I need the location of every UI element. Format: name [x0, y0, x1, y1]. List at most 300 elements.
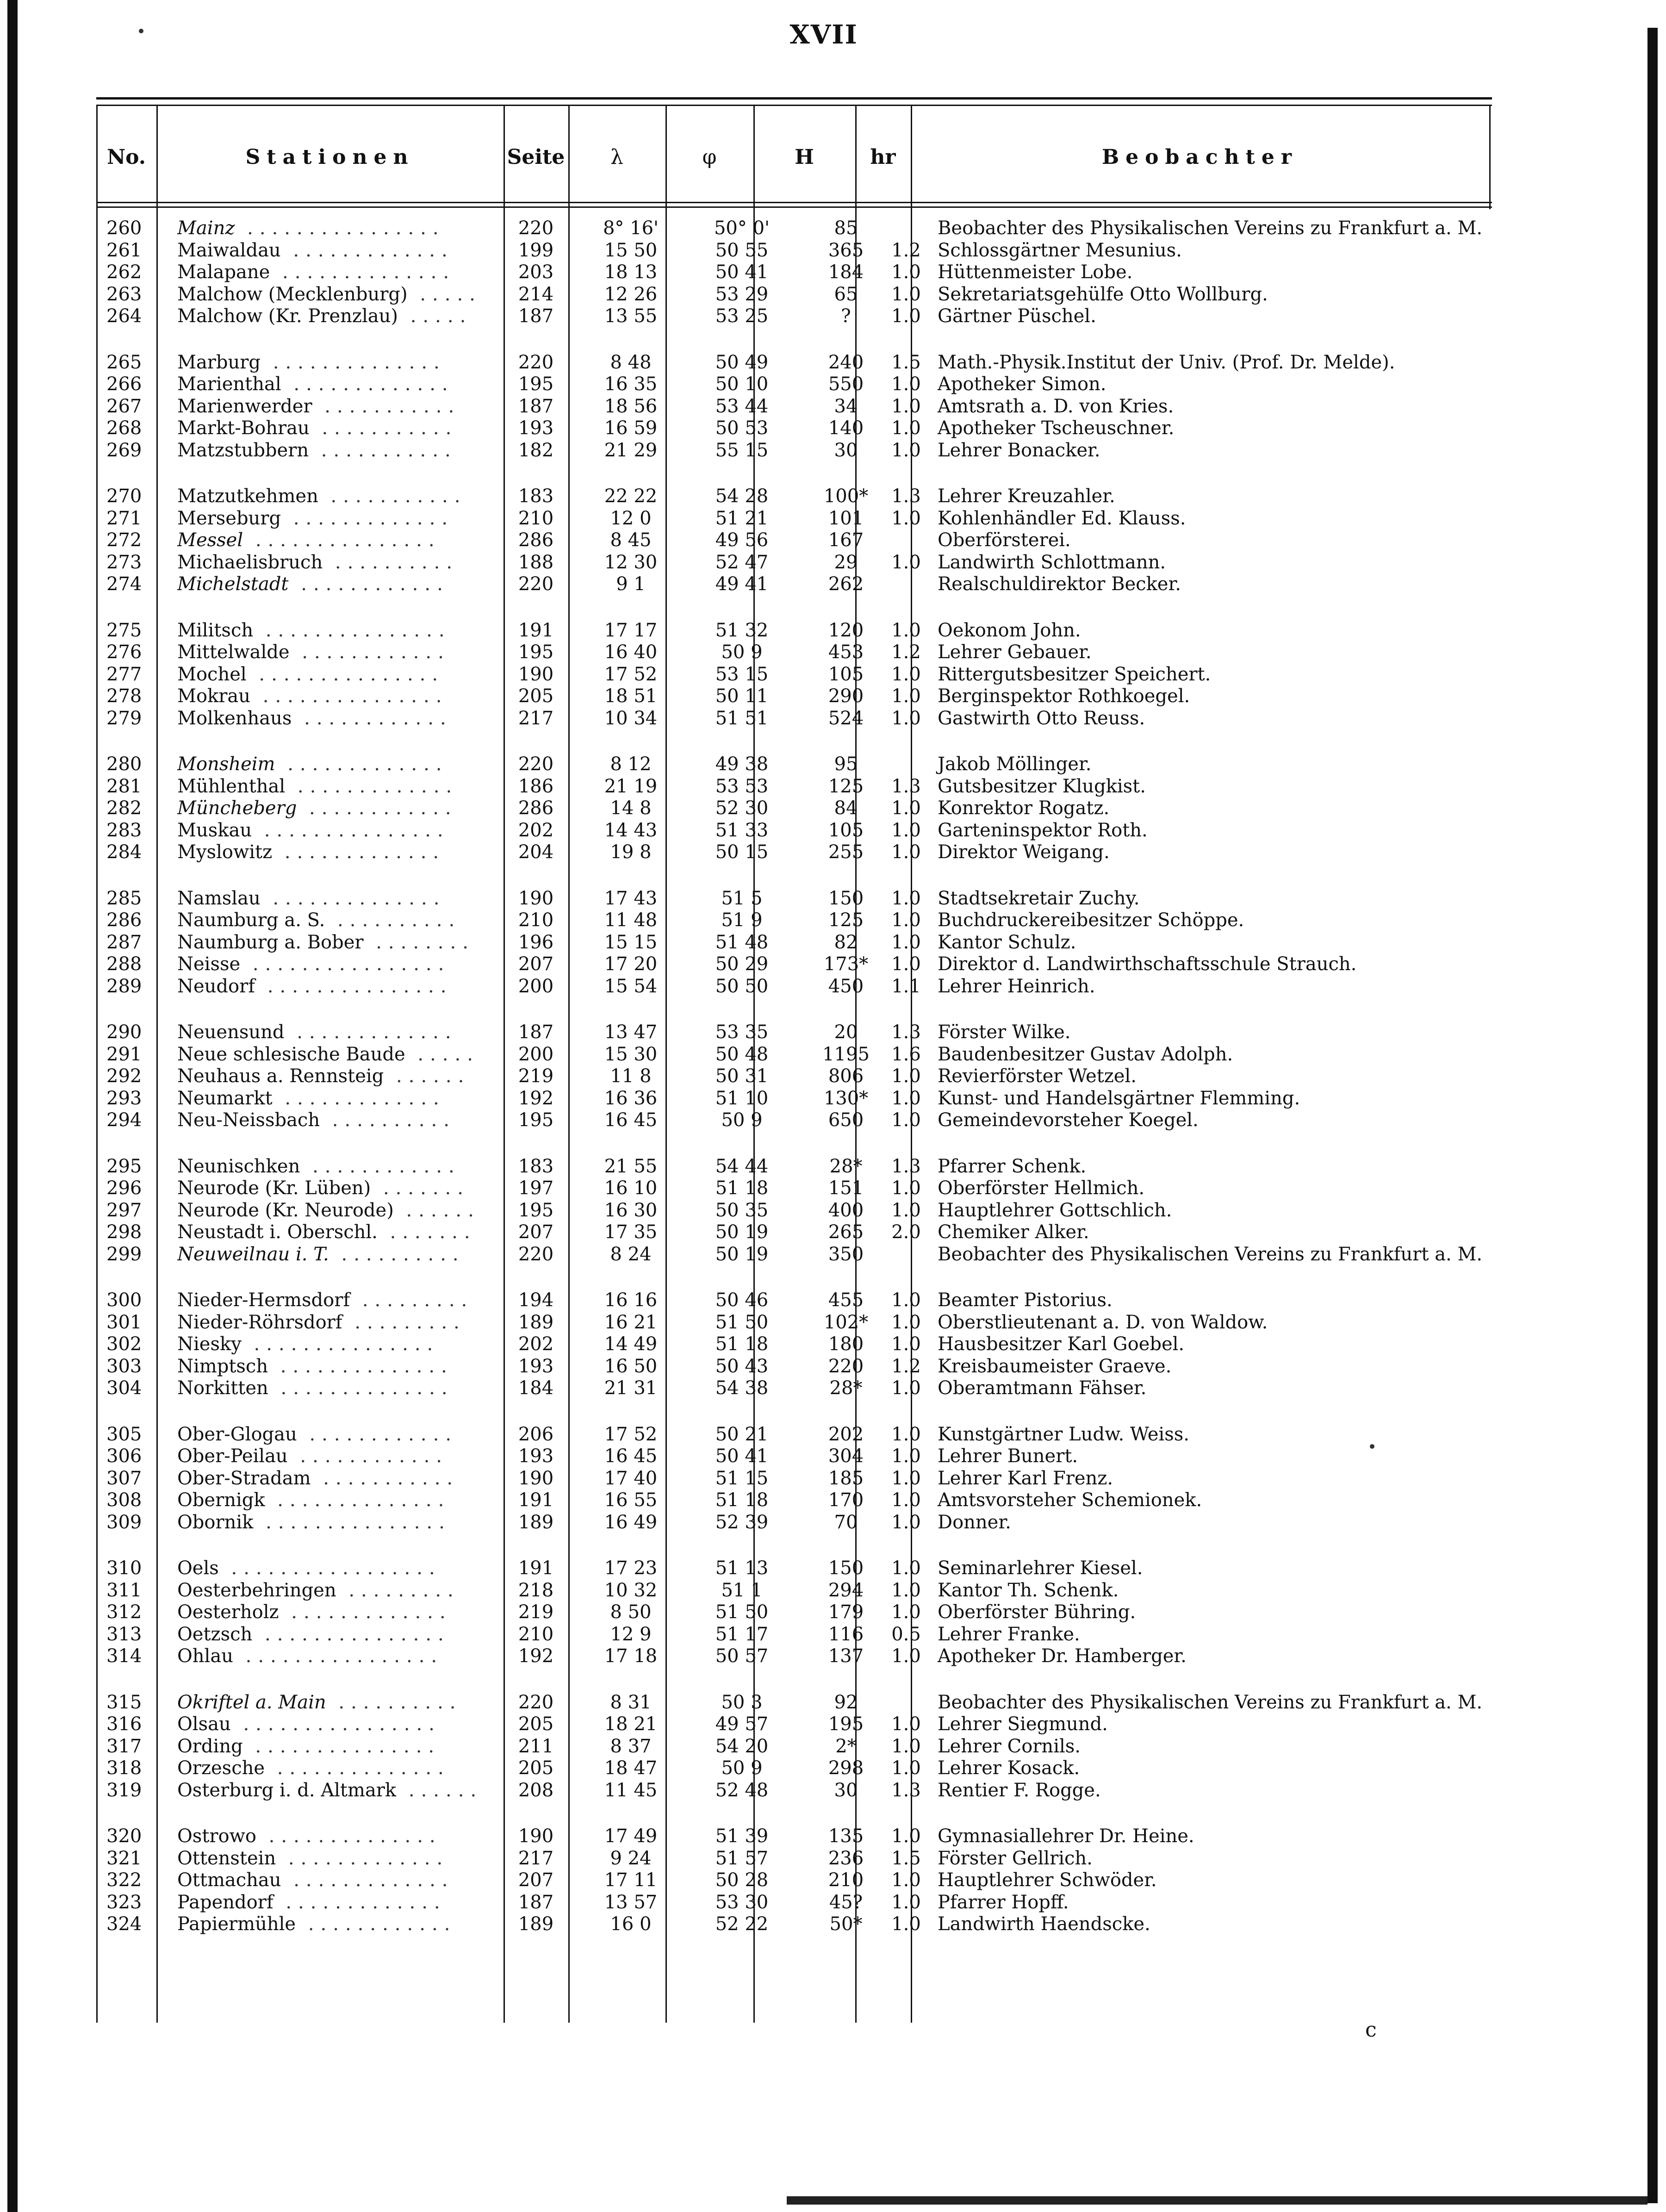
observer: Baudenbesitzer Gustav Adolph. [938, 1043, 1233, 1065]
rain-gauge-height: 1.3 [891, 1022, 921, 1043]
observer: Rentier F. Rogge. [938, 1779, 1101, 1801]
longitude: 11 48 [604, 910, 658, 931]
altitude: 294 [828, 1579, 864, 1601]
header-lambda: λ [610, 145, 623, 169]
station-name-text: Papendorf [177, 1891, 274, 1913]
leader-dots: ............. [272, 841, 446, 863]
table-row [96, 910, 1492, 932]
station-name-text: Oesterholz [177, 1601, 279, 1623]
leader-dots: .............. [260, 887, 446, 909]
observer: Oekonom John. [938, 619, 1081, 641]
station-number: 275 [106, 619, 142, 641]
station-number: 269 [106, 439, 142, 461]
table-row [96, 841, 1492, 864]
latitude: 50 9 [721, 1109, 763, 1131]
latitude: 52 39 [715, 1511, 769, 1533]
table-row [96, 1580, 1492, 1602]
station-number: 268 [106, 417, 142, 439]
rain-gauge-height: 1.0 [891, 1714, 921, 1735]
leader-dots: ............ [297, 798, 458, 819]
station-number: 290 [106, 1022, 142, 1043]
page-ref: 195 [518, 642, 554, 663]
rain-gauge-height: 1.0 [891, 931, 921, 953]
leader-dots: ............... [255, 975, 453, 997]
altitude: 455 [828, 1290, 864, 1311]
latitude: 49 38 [715, 754, 769, 775]
latitude: 50 19 [715, 1243, 769, 1265]
rain-gauge-height: 1.0 [891, 551, 921, 573]
observer: Hausbesitzer Karl Goebel. [938, 1333, 1185, 1355]
longitude: 15 54 [604, 975, 658, 997]
station-number: 304 [106, 1377, 142, 1399]
station-number: 278 [106, 685, 142, 707]
page-ref: 202 [518, 819, 554, 841]
page-ref: 220 [518, 573, 554, 595]
station-group [96, 352, 1492, 462]
longitude: 17 49 [604, 1826, 658, 1847]
leader-dots: ....... [371, 1178, 470, 1199]
page-ref: 189 [518, 1511, 554, 1533]
station-name-text: Mainz [177, 218, 235, 239]
leader-dots: ............. [281, 374, 454, 395]
table-row [96, 1446, 1492, 1468]
station-number: 310 [106, 1558, 142, 1579]
rain-gauge-height: 1.0 [891, 1826, 921, 1847]
longitude: 22 22 [604, 486, 658, 507]
station-name-text: Mittelwalde [177, 642, 290, 663]
leader-dots: ............ [289, 642, 450, 663]
header-phi: φ [702, 145, 717, 169]
table-row [96, 530, 1492, 552]
station-number: 286 [106, 910, 142, 931]
altitude: 350 [828, 1243, 864, 1265]
station-name-text: Norkitten [177, 1377, 268, 1399]
altitude: 125 [828, 775, 864, 797]
latitude: 49 57 [715, 1714, 769, 1735]
altitude: 265 [828, 1221, 864, 1243]
page-ref: 193 [518, 1446, 554, 1467]
latitude: 50° 0' [714, 218, 770, 239]
page-ref: 286 [518, 530, 554, 551]
leader-dots: ............... [252, 819, 450, 841]
longitude: 12 30 [604, 551, 658, 573]
rain-gauge-height: 1.0 [891, 887, 921, 909]
page-edge-left [7, 0, 18, 2212]
latitude: 51 48 [715, 931, 769, 953]
latitude: 51 21 [715, 507, 769, 529]
rain-gauge-height: 1.0 [891, 910, 921, 931]
page-ref: 190 [518, 887, 554, 909]
leader-dots: ...... [396, 1779, 483, 1801]
station-name-text: Orzesche [177, 1757, 265, 1779]
page-ref: 190 [518, 663, 554, 685]
page-ref: 220 [518, 754, 554, 775]
table-row [96, 888, 1492, 910]
altitude: 85 [834, 218, 858, 239]
station-name-text: Mochel [177, 663, 247, 685]
table-row [96, 262, 1492, 284]
observer: Förster Gellrich. [938, 1847, 1093, 1869]
longitude: 17 20 [604, 953, 658, 975]
longitude: 16 36 [604, 1087, 658, 1109]
page-ref: 206 [518, 1423, 554, 1445]
station-name-text: Marienthal [177, 374, 281, 395]
latitude: 50 29 [715, 953, 769, 975]
latitude: 51 15 [715, 1467, 769, 1489]
longitude: 14 43 [604, 819, 658, 841]
page-ref: 187 [518, 395, 554, 417]
latitude: 53 53 [715, 775, 769, 797]
altitude: 65 [834, 283, 858, 305]
station-name-text: Ottenstein [177, 1847, 276, 1869]
station-number: 318 [106, 1757, 142, 1779]
altitude: 150 [828, 1558, 864, 1579]
observer: Pfarrer Hopff. [938, 1891, 1069, 1913]
altitude: 550 [828, 374, 864, 395]
altitude: 50* [829, 1913, 863, 1935]
rain-gauge-height: 1.2 [891, 642, 921, 663]
longitude: 16 21 [604, 1311, 658, 1333]
leader-dots: ............. [279, 1601, 452, 1623]
altitude: 524 [828, 707, 864, 729]
station-number: 306 [106, 1446, 142, 1467]
rain-gauge-height: 1.0 [891, 417, 921, 439]
altitude: 125 [828, 910, 864, 931]
station-group [96, 218, 1492, 328]
rain-gauge-height: 0.5 [891, 1623, 921, 1645]
longitude: 8 50 [610, 1601, 652, 1623]
station-name-text: Molkenhaus [177, 707, 292, 729]
page-ref: 192 [518, 1645, 554, 1667]
header-stationen: Stationen [245, 145, 415, 169]
station-name-text: Nieder-Röhrsdorf [177, 1311, 342, 1333]
rain-gauge-height: 1.0 [891, 283, 921, 305]
speck-mark [139, 29, 143, 33]
latitude: 50 15 [715, 841, 769, 863]
longitude: 13 57 [604, 1891, 658, 1913]
longitude: 15 15 [604, 931, 658, 953]
page-ref: 200 [518, 1043, 554, 1065]
rain-gauge-height: 1.5 [891, 1847, 921, 1869]
table-row [96, 1088, 1492, 1110]
rain-gauge-height: 1.3 [891, 775, 921, 797]
station-name-text: Neisse [177, 953, 241, 975]
rain-gauge-height: 1.0 [891, 841, 921, 863]
table-row [96, 1109, 1492, 1132]
leader-dots: .............. [268, 1377, 454, 1399]
leader-dots: ............. [284, 1022, 458, 1043]
leader-dots: ........... [311, 1467, 460, 1489]
altitude: 130* [823, 1087, 869, 1109]
page-ref: 199 [518, 239, 554, 261]
latitude: 52 47 [715, 551, 769, 573]
station-name-text: Naumburg a. Bober [177, 931, 364, 953]
station-name-text: Neu-Neissbach [177, 1109, 320, 1131]
station-name-text: Neurode (Kr. Lüben) [177, 1178, 371, 1199]
observer: Hauptlehrer Schwöder. [938, 1869, 1157, 1891]
table-row [96, 1333, 1492, 1356]
station-number: 295 [106, 1155, 142, 1177]
leader-dots: ............ [287, 1446, 448, 1467]
altitude: 180 [828, 1333, 864, 1355]
rain-gauge-height: 1.0 [891, 707, 921, 729]
station-number: 276 [106, 642, 142, 663]
table-row [96, 1601, 1492, 1624]
table-row [96, 776, 1492, 798]
station-name-text: Papiermühle [177, 1913, 296, 1935]
page-ref: 220 [518, 351, 554, 373]
latitude: 50 55 [715, 239, 769, 261]
station-number: 323 [106, 1891, 142, 1913]
altitude: 92 [834, 1691, 858, 1713]
altitude: 2* [835, 1735, 857, 1757]
table-row [96, 708, 1492, 730]
station-group [96, 620, 1492, 730]
latitude: 50 41 [715, 262, 769, 283]
page-ref: 214 [518, 283, 554, 305]
leader-dots: .............. [268, 1355, 454, 1377]
latitude: 51 51 [715, 707, 769, 729]
leader-dots: ........... [312, 395, 461, 417]
station-number: 266 [106, 374, 142, 395]
altitude: 179 [828, 1601, 864, 1623]
station-name-text: Neumarkt [177, 1087, 273, 1109]
observer: Direktor Weigang. [938, 841, 1110, 863]
station-number: 292 [106, 1065, 142, 1087]
station-number: 316 [106, 1714, 142, 1735]
station-name-text: Oesterbehringen [177, 1579, 336, 1601]
station-number: 299 [106, 1243, 142, 1265]
station-name-text: Michaelisbruch [177, 551, 323, 573]
leader-dots: ............... [241, 1333, 440, 1355]
longitude: 12 0 [610, 507, 652, 529]
latitude: 50 28 [715, 1869, 769, 1891]
longitude: 17 40 [604, 1467, 658, 1489]
observer: Gemeindevorsteher Koegel. [938, 1109, 1199, 1131]
table-row [96, 284, 1492, 306]
longitude: 17 11 [604, 1869, 658, 1891]
observer: Oberförsterei. [938, 530, 1071, 551]
longitude: 17 35 [604, 1221, 658, 1243]
rain-gauge-height: 1.2 [891, 239, 921, 261]
table-row [96, 1869, 1492, 1892]
longitude: 14 49 [604, 1333, 658, 1355]
observer: Lehrer Franke. [938, 1623, 1080, 1645]
rain-gauge-height: 1.0 [891, 1065, 921, 1087]
rain-gauge-height: 1.0 [891, 374, 921, 395]
rain-gauge-height: 1.0 [891, 395, 921, 417]
altitude: 262 [828, 573, 864, 595]
rain-gauge-height: 1.0 [891, 1735, 921, 1757]
leader-dots: ................ [233, 1645, 444, 1667]
leader-dots: ............. [285, 775, 459, 797]
page-edge-bottom [787, 2196, 1647, 2205]
station-number: 260 [106, 218, 142, 239]
station-number: 301 [106, 1311, 142, 1333]
altitude: 95 [834, 754, 858, 775]
station-number: 284 [106, 841, 142, 863]
station-number: 265 [106, 351, 142, 373]
observer: Stadtsekretair Zuchy. [938, 887, 1140, 909]
table-row [96, 417, 1492, 440]
leader-dots: ....... [377, 1221, 477, 1243]
rain-gauge-height: 1.5 [891, 351, 921, 373]
station-group [96, 754, 1492, 864]
station-group [96, 1290, 1492, 1400]
header-seite: Seite [507, 145, 565, 169]
table-row [96, 1757, 1492, 1780]
station-name-text: Obornik [177, 1511, 254, 1533]
station-name-text: Ording [177, 1735, 243, 1757]
longitude: 18 56 [604, 395, 658, 417]
rain-gauge-height: 1.0 [891, 1311, 921, 1333]
observer: Sekretariatsgehülfe Otto Wollburg. [938, 283, 1268, 305]
latitude: 50 53 [715, 417, 769, 439]
observer: Beobachter des Physikalischen Vereins zu Frankfurt a. M. [938, 1691, 1483, 1713]
page-ref: 208 [518, 1779, 554, 1801]
rain-gauge-height: 1.0 [891, 798, 921, 819]
station-name-text: Oetzsch [177, 1623, 253, 1645]
latitude: 51 39 [715, 1826, 769, 1847]
latitude: 51 32 [715, 619, 769, 641]
altitude: 298 [828, 1757, 864, 1779]
station-name-text: Osterburg i. d. Altmark [177, 1779, 397, 1801]
station-name-text: Ottmachau [177, 1869, 281, 1891]
longitude: 9 1 [616, 573, 646, 595]
page-ref: 210 [518, 507, 554, 529]
leader-dots: ............. [281, 507, 454, 529]
table-row [96, 1780, 1492, 1802]
rain-gauge-height: 1.0 [891, 663, 921, 685]
observer: Oberstlieutenant a. D. von Waldow. [938, 1311, 1268, 1333]
leader-dots: ........... [309, 417, 458, 439]
leader-dots: ............ [292, 707, 453, 729]
longitude: 13 55 [604, 305, 658, 327]
page-ref: 189 [518, 1913, 554, 1935]
rain-gauge-height: 1.0 [891, 685, 921, 707]
signature-mark: c [1365, 2018, 1377, 2042]
table-row [96, 352, 1492, 374]
longitude: 13 47 [604, 1022, 658, 1043]
altitude: 101 [828, 507, 864, 529]
station-name-text: Malchow (Mecklenburg) [177, 283, 408, 305]
station-name-text: Naumburg a. S. [177, 910, 325, 931]
longitude: 16 30 [604, 1199, 658, 1221]
rain-gauge-height: 1.1 [891, 975, 921, 997]
station-number: 283 [106, 819, 142, 841]
observer: Lehrer Bonacker. [938, 439, 1100, 461]
page-ref: 219 [518, 1065, 554, 1087]
page-ref: 217 [518, 1847, 554, 1869]
page-ref: 191 [518, 619, 554, 641]
table-row [96, 664, 1492, 686]
station-name-text: Ober-Peilau [177, 1446, 288, 1467]
page-ref: 183 [518, 1155, 554, 1177]
station-name-text: Neunischken [177, 1155, 300, 1177]
altitude: 365 [828, 239, 864, 261]
station-number: 285 [106, 887, 142, 909]
station-number: 307 [106, 1467, 142, 1489]
station-number: 320 [106, 1826, 142, 1847]
latitude: 50 46 [715, 1290, 769, 1311]
station-name-text: Ostrowo [177, 1826, 256, 1847]
latitude: 54 38 [715, 1377, 769, 1399]
observer: Hüttenmeister Lobe. [938, 262, 1133, 283]
leader-dots: ......... [336, 1579, 460, 1601]
station-number: 263 [106, 283, 142, 305]
station-number: 271 [106, 507, 142, 529]
rain-gauge-height: 1.0 [891, 1579, 921, 1601]
observer: Oberförster Hellmich. [938, 1178, 1145, 1199]
observer: Revierförster Wetzel. [938, 1065, 1137, 1087]
station-name-text: Nieder-Hermsdorf [177, 1290, 350, 1311]
longitude: 16 49 [604, 1511, 658, 1533]
table-row [96, 1913, 1492, 1936]
observer: Kunstgärtner Ludw. Weiss. [938, 1423, 1189, 1445]
station-number: 300 [106, 1290, 142, 1311]
rain-gauge-height: 1.0 [891, 1913, 921, 1935]
page-ref: 193 [518, 1355, 554, 1377]
leader-dots: ................ [230, 1714, 441, 1735]
station-number: 309 [106, 1511, 142, 1533]
leader-dots: ............. [273, 1891, 447, 1913]
latitude: 51 50 [715, 1601, 769, 1623]
table-row [96, 396, 1492, 418]
altitude: 236 [828, 1847, 864, 1869]
observer: Lehrer Gebauer. [938, 642, 1092, 663]
station-name-text: Marburg [177, 351, 261, 373]
station-group [96, 888, 1492, 998]
longitude: 12 9 [610, 1623, 652, 1645]
longitude: 11 8 [610, 1065, 652, 1087]
station-number: 289 [106, 975, 142, 997]
page-ref: 182 [518, 439, 554, 461]
table-row [96, 1512, 1492, 1534]
table-row [96, 1356, 1492, 1378]
station-number: 308 [106, 1489, 142, 1511]
table-row [96, 976, 1492, 998]
page-ref: 195 [518, 374, 554, 395]
latitude: 53 44 [715, 395, 769, 417]
station-group [96, 1826, 1492, 1936]
table-row [96, 685, 1492, 708]
longitude: 11 45 [604, 1779, 658, 1801]
station-name-text: Olsau [177, 1714, 231, 1735]
observer: Chemiker Alker. [938, 1221, 1089, 1243]
page-ref: 205 [518, 685, 554, 707]
longitude: 8 31 [610, 1691, 652, 1713]
observer: Garteninspektor Roth. [938, 819, 1148, 841]
observer: Lehrer Kosack. [938, 1757, 1080, 1779]
observer: Apotheker Simon. [938, 374, 1107, 395]
table-row [96, 1290, 1492, 1312]
station-number: 281 [106, 775, 142, 797]
table-row [96, 508, 1492, 530]
altitude: 102* [823, 1311, 869, 1333]
page-edge-right [1647, 28, 1658, 2203]
rain-gauge-height: 1.6 [891, 1043, 921, 1065]
observer: Schlossgärtner Mesunius. [938, 239, 1182, 261]
rain-gauge-height: 1.0 [891, 1869, 921, 1891]
station-number: 287 [106, 931, 142, 953]
table-row [96, 1468, 1492, 1490]
station-number: 314 [106, 1645, 142, 1667]
leader-dots: ............. [275, 754, 448, 775]
altitude: 304 [828, 1446, 864, 1467]
altitude: 30 [834, 439, 858, 461]
rain-gauge-height: 1.0 [891, 1423, 921, 1445]
leader-dots: .......... [329, 1243, 465, 1265]
